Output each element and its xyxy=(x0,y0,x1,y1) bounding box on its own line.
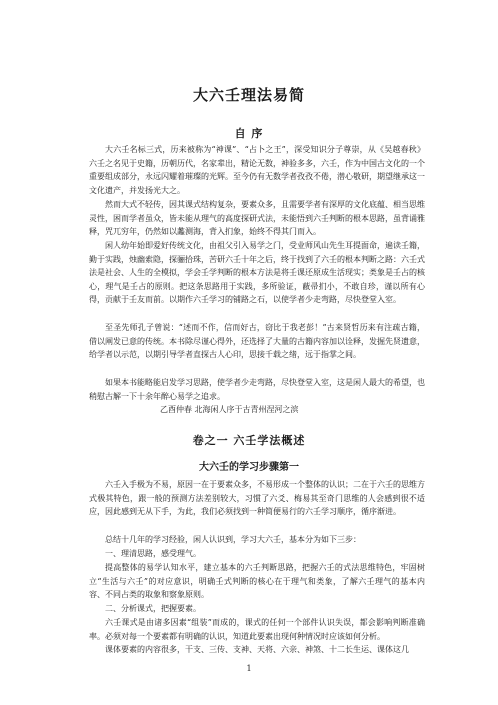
preface-heading: 自 序 xyxy=(234,127,264,140)
preface-paragraph-3: 闲人幼年始即爱好传统文化，由祖父引入易学之门，受业师风山先生耳提面命，遍读壬籍，勤于实践，烛幽索隐，探骊拾珠，苦研六壬十年之后，终于找到了六壬的根本判断之路：六壬式法是社会、人生的全模拟，学会壬学判断的根本方法是将壬课还原成生活现实；类象是壬占的核心，理气是壬占的原则。把这条思路用于实践，多所验证，蔽帚扪小，不敢自珍，谨以所有心得，贡献于壬友而前。以期作六壬学习的铺路之石，以使学者少走弯路，尽快登堂入室。 xyxy=(89,241,425,305)
body-paragraph-4: 提高整体的易学认知水平，建立基本的六壬判断思路，把握六壬的式法思维特色，牢固树立“生活与六壬”的对应意识，明确壬式判断的核心在于理气和类象，了解六壬理气的基本内容、不同占类的取象和察象原则。 xyxy=(89,563,425,600)
preface-paragraph-2: 然而大式不轻传，因其课式结构复杂，要素众多，且需要学者有深厚的文化底蕴、相当思维灵性，困而学者虽众，皆未能从理气的高度探研式法，未能悟到六壬判断的根本思路，虽背诵雅释，咒兀穷年，仍然如以蠡测海，背入扪象，始终不得其门而入。 xyxy=(89,200,425,237)
body-paragraph-2: 总结十几年的学习经验，闲人认识到，学习大六壬，基本分为如下三步： xyxy=(105,535,361,544)
preface-signature: 乙酉仲春 北海闲人序于古青州涅河之滨 xyxy=(160,405,299,414)
preface-paragraph-4: 至圣先师孔子曾说：“述而不作，信而好古，窃比于我老彭！”古来贤哲历来有注疏古籍，借以阐发已意的传统。本书除尽谨心得外，还选择了大量的古籍内容加以诠释，发掘先贤遗意，给学者以示范，以期引导学者直探古人心印，思接千载之绪，远于指掌之间。 xyxy=(89,323,425,360)
chapter-heading: 卷之一 六壬学法概述 xyxy=(192,434,306,447)
preface-paragraph-1: 大六壬名标三式，历来被称为“神课”、“占卜之王”，深受知识分子尊崇，从《吴越春秋》六壬之名见于史籍，历朝历代，名家辈出，精论无数，神验多多，六壬，作为中国古文化的一个重要组成部分，永远闪耀着璀璨的光辉。至今仍有无数学者孜孜不倦，潜心敬研，期望继承这一文化遗产，并发扬光大之。 xyxy=(89,145,425,195)
body-paragraph-1: 六壬入手极为不易，原因一在于要素众多，不易形成一个整体的认识；二在于六壬的思维方式极其特色，跟一般的预测方法差别较大，习惯了六爻、梅易其至奇门思维的人会感到很不适应，因此感到无从下手，为此，我们必须找到一种简便易行的六壬学习顺序，循序渐进。 xyxy=(89,480,425,517)
document-title: 大六壬理法易简 xyxy=(192,86,305,104)
body-paragraph-5: 二、分析课式，把握要素。 xyxy=(105,604,201,613)
body-paragraph-6: 六壬课式是由诸多因素“组装”而成的，课式的任何一个部件认识失误，都会影响判断准确率。必须对每一个要素都有明确的认识，知道此要素出现何种情况时应该如何分析。 xyxy=(89,618,425,641)
preface-paragraph-5: 如果本书能略能启发学习思路，使学者少走弯路，尽快登堂入室，这是闲人最大的希望，也稍慰古解一下十余年醉心易学之追求。 xyxy=(89,378,425,401)
body-paragraph-7: 课体要素的内容很多，干支、三传、支神、天将、六亲、神煞、十二长生运、课体这几 xyxy=(105,645,409,654)
page-number: 1 xyxy=(246,664,252,673)
section-heading: 大六壬的学习步骤第一 xyxy=(199,462,299,473)
body-paragraph-3: 一、理清思路，感受理气。 xyxy=(105,549,201,558)
